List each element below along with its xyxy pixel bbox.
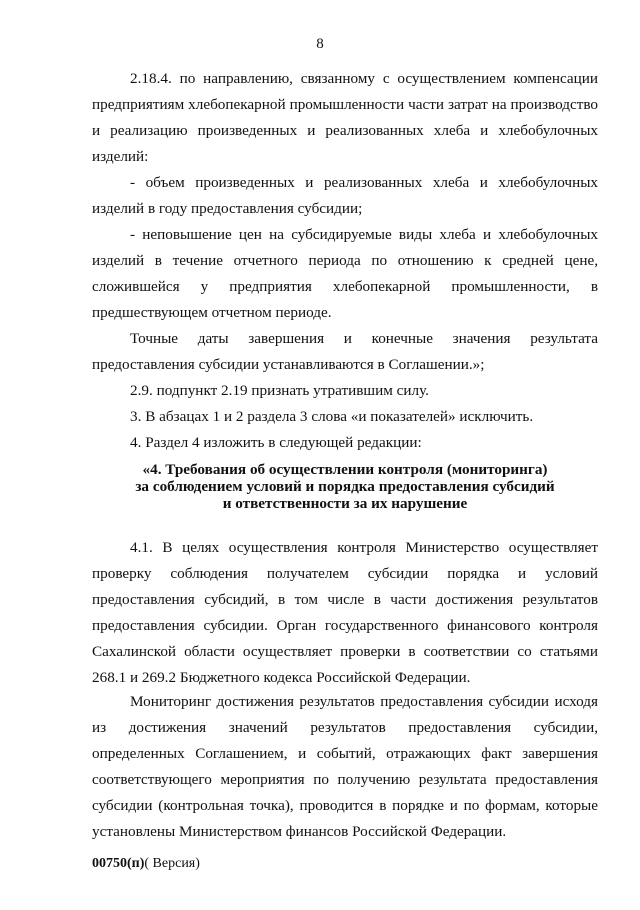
document-footer <box>92 856 200 872</box>
paragraph-volume-bullet: - объем произведенных и реализованных хлеба и хлебобулочных изделий в году предоставления субсидии; <box>92 174 598 217</box>
footer-version: ( Версия) <box>144 856 200 871</box>
page-number: 8 <box>316 36 324 52</box>
section-heading <box>92 461 598 512</box>
section-heading-line-1: «4. Требования об осуществлении контроля (мониторинга) <box>142 461 548 478</box>
paragraph-4: 4. Раздел 4 изложить в следующей редакции: <box>130 434 422 451</box>
paragraph-price-bullet: - неповышение цен на субсидируемые виды хлеба и хлебобулочных изделий в течение отчетного периода по отношению к средней цене, сложившейся у предприятия хлебопекарной промышленности, в предшествующем отчетном периоде. <box>92 226 598 321</box>
footer-code: 00750(п) <box>92 856 145 871</box>
paragraph-4-1: 4.1. В целях осуществления контроля Министерство осуществляет проверку соблюдения получателем субсидии порядка и условий предоставления субсидий, в том числе в части достижения результатов предоставления субсидии. Орган государственного финансового контроля Сахалинской области осуществляет проверки в соответствии со статьями 268.1 и 269.2 Бюджетного кодекса Российской Федерации. <box>92 539 598 686</box>
paragraph-exact-dates: Точные даты завершения и конечные значения результата предоставления субсидии устанавливаются в Соглашении.»; <box>92 330 598 373</box>
paragraph-3: 3. В абзацах 1 и 2 раздела 3 слова «и показателей» исключить. <box>130 408 534 425</box>
section-heading-line-2: за соблюдением условий и порядка предоставления субсидий <box>135 478 555 495</box>
section-heading-line-3: и ответственности за их нарушение <box>222 495 468 512</box>
paragraph-2-9: 2.9. подпункт 2.19 признать утратившим силу. <box>130 382 429 399</box>
paragraph-monitoring: Мониторинг достижения результатов предоставления субсидии исходя из достижения значений результатов предоставления субсидии, определенных Соглашением, и событий, отражающих факт завершения соответствующего мероприятия по получению результата предоставления субсидии (контрольная точка), проводится в порядке и по формам, которые установлены Министерством финансов Российской Федерации. <box>92 693 598 840</box>
paragraph-2-18-4: 2.18.4. по направлению, связанному с осуществлением компенсации предприятиям хлебопекарной промышленности части затрат на производство и реализацию произведенных и реализованных хлеба и хлебобулочных изделий: <box>92 70 598 165</box>
